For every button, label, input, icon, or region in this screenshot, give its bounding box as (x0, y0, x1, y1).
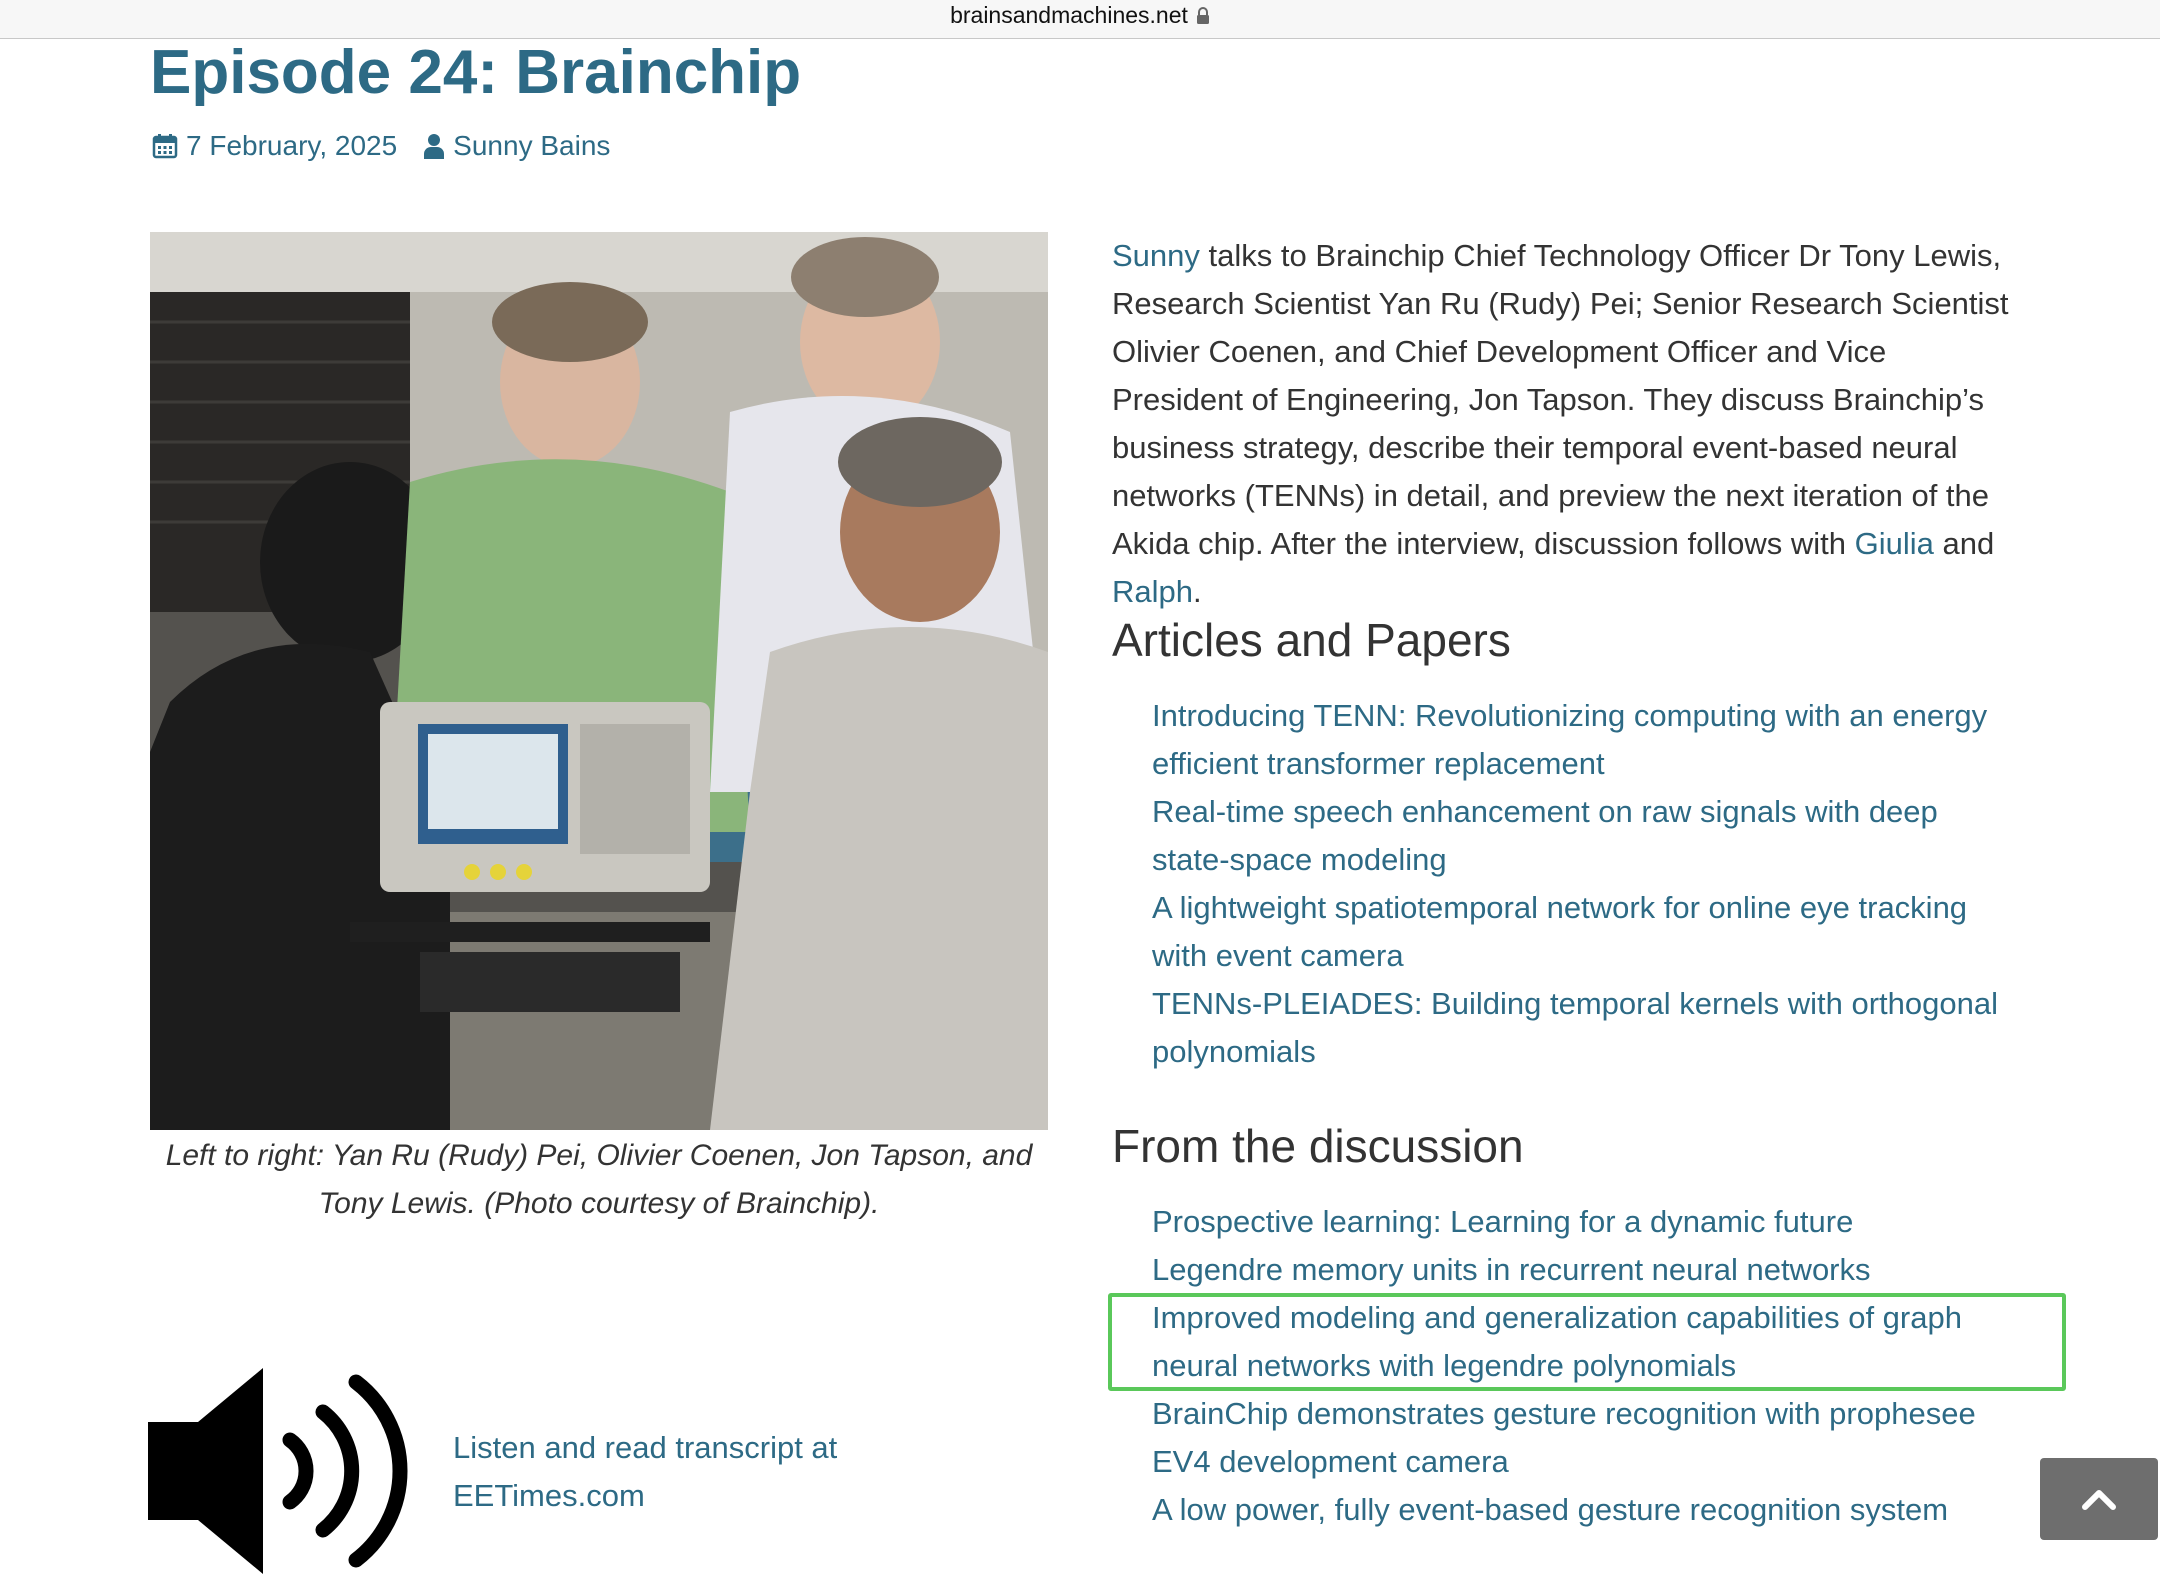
articles-heading: Articles and Papers (1112, 614, 1511, 666)
list-item (1152, 692, 2022, 788)
post-author-text: Sunny Bains (453, 130, 611, 161)
list-item (1152, 1198, 2022, 1246)
post-date-text: 7 February, 2025 (186, 130, 398, 161)
discussion-link-graph-legendre[interactable]: Improved modeling and generalization capabilities of graph neural networks with legendre polynomials (1152, 1300, 1962, 1383)
list-item (1152, 884, 2022, 980)
intro-text-3: . (1193, 574, 1202, 609)
intro-text-1: talks to Brainchip Chief Technology Officer Dr Tony Lewis, Research Scientist Yan Ru (Rudy) Pei; Senior Research Scientist Olivier Coenen, and Chief Development Officer and Vice President of Engineering, Jon Tapson. They discuss Brainchip’s business strategy, describe their temporal event-based neural networks (TENNs) in detail, and preview the next iteration of the Akida chip. After the interview, discussion follows with (1112, 238, 2009, 561)
post-meta (152, 130, 610, 162)
link-sunny[interactable]: Sunny (1112, 238, 1200, 273)
url-text: brainsandmachines.net (950, 2, 1188, 28)
link-giulia[interactable]: Giulia (1854, 526, 1934, 561)
post-author[interactable] (423, 130, 610, 162)
post-date[interactable] (152, 130, 397, 162)
list-item (1152, 1246, 2022, 1294)
chevron-up-icon (2081, 1487, 2117, 1511)
speaker-icon[interactable] (148, 1362, 408, 1585)
article-link-speech-enhancement[interactable]: Real-time speech enhancement on raw signals with deep state-space modeling (1152, 794, 1938, 877)
discussion-link-legendre-memory[interactable]: Legendre memory units in recurrent neural networks (1152, 1252, 1871, 1287)
intro-text-2: and (1933, 526, 1995, 561)
list-item (1152, 1486, 2022, 1534)
eetimes-transcript-link[interactable]: Listen and read transcript at EETimes.com (453, 1430, 838, 1513)
discussion-heading: From the discussion (1112, 1120, 1524, 1172)
list-item (1152, 1390, 2022, 1486)
articles-list (1152, 692, 2022, 1076)
discussion-list (1152, 1198, 2022, 1534)
list-item (1152, 980, 2022, 1076)
article-link-eye-tracking[interactable]: A lightweight spatiotemporal network for online eye tracking with event camera (1152, 890, 1968, 973)
user-icon (423, 133, 445, 159)
discussion-link-gesture-system[interactable]: A low power, fully event-based gesture recognition system (1152, 1492, 1949, 1527)
link-ralph[interactable]: Ralph (1112, 574, 1193, 609)
page-title: Episode 24: Brainchip (150, 38, 802, 107)
calendar-icon (152, 133, 178, 159)
article-link-pleiades[interactable]: TENNs-PLEIADES: Building temporal kernels with orthogonal polynomials (1152, 986, 1998, 1069)
featured-photo (150, 232, 1048, 1130)
photo-caption: Left to right: Yan Ru (Rudy) Pei, Olivier Coenen, Jon Tapson, and Tony Lewis. (Photo courtesy of Brainchip). (165, 1139, 1033, 1220)
discussion-link-gesture-prophesee[interactable]: BrainChip demonstrates gesture recognition with prophesee EV4 development camera (1152, 1396, 1976, 1479)
lock-icon (1196, 2, 1210, 32)
intro-paragraph (1112, 232, 2012, 616)
article-link-tenn[interactable]: Introducing TENN: Revolutionizing computing with an energy efficient transformer replacement (1152, 698, 1988, 781)
list-item (1152, 788, 2022, 884)
list-item (1152, 1294, 2022, 1390)
discussion-link-prospective-learning[interactable]: Prospective learning: Learning for a dynamic future (1152, 1204, 1854, 1239)
scroll-to-top-button[interactable] (2040, 1458, 2158, 1540)
